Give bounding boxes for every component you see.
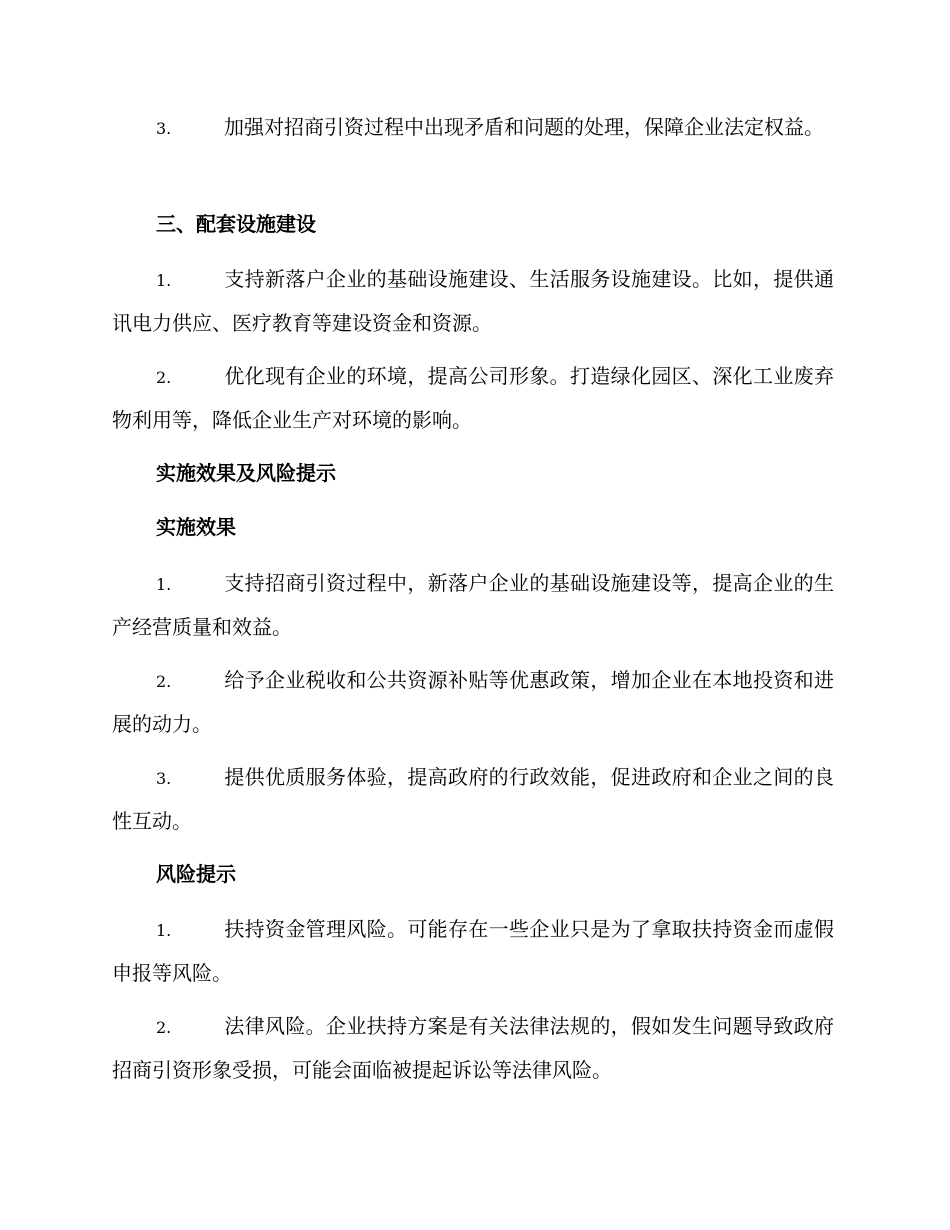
list-text: 提供优质服务体验，提高政府的行政效能，促进政府和企业之间的良性互动。 — [112, 765, 834, 833]
subsection-heading: 实施效果 — [156, 515, 236, 539]
list-item — [112, 106, 834, 150]
list-item — [112, 355, 834, 441]
list-item — [112, 562, 834, 648]
list-item — [112, 756, 834, 842]
list-item — [112, 258, 834, 344]
list-text: 支持新落户企业的基础设施建设、生活服务设施建设。比如，提供通讯电力供应、医疗教育等建设资金和资源。 — [112, 267, 834, 335]
list-number: 2. — [156, 1018, 172, 1037]
list-item — [112, 1005, 834, 1091]
list-number: 1. — [156, 921, 172, 940]
section-heading: 实施效果及风险提示 — [156, 461, 336, 485]
list-text: 法律风险。企业扶持方案是有关法律法规的，假如发生问题导致政府招商引资形象受损，可能会面临被提起诉讼等法律风险。 — [112, 1014, 834, 1082]
list-text: 加强对招商引资过程中出现矛盾和问题的处理，保障企业法定权益。 — [224, 115, 824, 139]
list-item — [112, 908, 834, 994]
list-number: 3. — [156, 769, 172, 788]
list-text: 给予企业税收和公共资源补贴等优惠政策，增加企业在本地投资和进展的动力。 — [112, 668, 834, 736]
list-item — [112, 659, 834, 745]
list-number: 1. — [156, 271, 172, 290]
list-text: 扶持资金管理风险。可能存在一些企业只是为了拿取扶持资金而虚假申报等风险。 — [112, 917, 834, 985]
list-number: 2. — [156, 672, 172, 691]
list-text: 优化现有企业的环境，提高公司形象。打造绿化园区、深化工业废弃物利用等，降低企业生产对环境的影响。 — [112, 364, 834, 432]
subsection-heading: 风险提示 — [156, 862, 236, 886]
section-heading: 三、配套设施建设 — [156, 212, 316, 236]
list-number: 3. — [156, 119, 172, 138]
list-text: 支持招商引资过程中，新落户企业的基础设施建设等，提高企业的生产经营质量和效益。 — [112, 571, 834, 639]
list-number: 1. — [156, 575, 172, 594]
list-number: 2. — [156, 368, 172, 387]
